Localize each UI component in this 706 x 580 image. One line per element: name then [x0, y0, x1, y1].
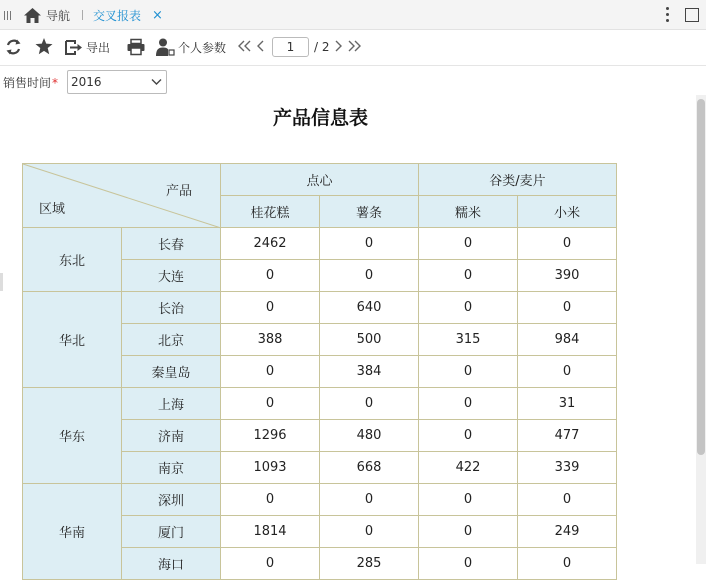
- corner-product-label: 产品: [166, 184, 193, 199]
- value-cell: 31: [518, 388, 617, 420]
- more-vertical-icon[interactable]: [665, 7, 669, 23]
- corner-region-label: 区域: [39, 202, 66, 217]
- value-cell: 0: [221, 356, 320, 388]
- page-total-label: / 2: [314, 40, 330, 54]
- value-cell: 0: [518, 228, 617, 260]
- page-total: [314, 40, 330, 54]
- value-cell: 0: [419, 228, 518, 260]
- value-cell: 249: [518, 516, 617, 548]
- product-header: 小米: [518, 196, 617, 228]
- value-cell: 390: [518, 260, 617, 292]
- value-cell: 339: [518, 452, 617, 484]
- favorite-button[interactable]: [35, 38, 53, 55]
- value-cell: 1296: [221, 420, 320, 452]
- city-cell: 深圳: [122, 484, 221, 516]
- grip-icon[interactable]: [4, 11, 12, 20]
- chevron-down-icon: [151, 78, 162, 86]
- city-cell: 秦皇岛: [122, 356, 221, 388]
- value-cell: 0: [419, 420, 518, 452]
- value-cell: 1093: [221, 452, 320, 484]
- value-cell: 388: [221, 324, 320, 356]
- value-cell: 0: [419, 516, 518, 548]
- value-cell: 285: [320, 548, 419, 580]
- region-cell: 华北: [23, 292, 122, 388]
- value-cell: 0: [419, 548, 518, 580]
- city-cell: 长春: [122, 228, 221, 260]
- star-icon: [35, 38, 53, 55]
- value-cell: 0: [320, 388, 419, 420]
- region-cell: 华东: [23, 388, 122, 484]
- table-row: [23, 292, 617, 324]
- value-cell: 0: [221, 292, 320, 324]
- value-cell: 422: [419, 452, 518, 484]
- cross-report-table: [22, 163, 617, 580]
- tab-bar: [0, 0, 706, 30]
- city-cell: 大连: [122, 260, 221, 292]
- city-cell: 海口: [122, 548, 221, 580]
- value-cell: 0: [320, 516, 419, 548]
- value-cell: 0: [419, 388, 518, 420]
- required-mark: *: [52, 76, 59, 90]
- city-cell: 上海: [122, 388, 221, 420]
- sale-time-text: 销售时间: [3, 76, 52, 90]
- region-cell: 华南: [23, 484, 122, 580]
- double-chevron-left-icon: [238, 40, 252, 52]
- tab-navigation[interactable]: [24, 6, 70, 24]
- city-cell: 济南: [122, 420, 221, 452]
- chevron-left-icon: [256, 40, 265, 52]
- product-header: 桂花糕: [221, 196, 320, 228]
- value-cell: 0: [320, 484, 419, 516]
- value-cell: 477: [518, 420, 617, 452]
- value-cell: 984: [518, 324, 617, 356]
- table-row: [23, 484, 617, 516]
- printer-icon: [127, 39, 145, 55]
- value-cell: 0: [320, 260, 419, 292]
- scrollbar-thumb[interactable]: [697, 99, 705, 455]
- city-cell: 长治: [122, 292, 221, 324]
- value-cell: 0: [518, 356, 617, 388]
- chevron-right-icon: [334, 40, 343, 52]
- prev-page-button[interactable]: [256, 40, 265, 52]
- value-cell: 500: [320, 324, 419, 356]
- value-cell: 480: [320, 420, 419, 452]
- sale-year-select[interactable]: [67, 70, 167, 94]
- table-row: [23, 228, 617, 260]
- user-settings-icon: [156, 38, 176, 56]
- city-cell: 南京: [122, 452, 221, 484]
- value-cell: 0: [419, 484, 518, 516]
- close-icon[interactable]: ×: [152, 7, 163, 23]
- city-cell: 厦门: [122, 516, 221, 548]
- value-cell: 315: [419, 324, 518, 356]
- group-header: 谷类/麦片: [419, 164, 617, 196]
- value-cell: 0: [221, 484, 320, 516]
- user-params-button[interactable]: [156, 38, 226, 56]
- value-cell: 0: [518, 292, 617, 324]
- print-button[interactable]: [127, 39, 145, 55]
- last-page-button[interactable]: [347, 40, 361, 52]
- header-row-groups: [23, 164, 617, 196]
- export-label: 导出: [86, 41, 111, 55]
- sale-time-label: [3, 74, 58, 91]
- tab-navigation-label: 导航: [46, 8, 71, 23]
- value-cell: 0: [221, 548, 320, 580]
- tab-cross-report[interactable]: [93, 6, 163, 24]
- group-header: 点心: [221, 164, 419, 196]
- value-cell: 0: [419, 260, 518, 292]
- value-cell: 1814: [221, 516, 320, 548]
- product-header: 薯条: [320, 196, 419, 228]
- value-cell: 0: [518, 484, 617, 516]
- product-header: 糯米: [419, 196, 518, 228]
- report-title: 产品信息表: [273, 107, 369, 129]
- corner-header: [23, 164, 221, 228]
- value-cell: 0: [320, 228, 419, 260]
- maximize-icon[interactable]: [685, 8, 699, 22]
- value-cell: 2462: [221, 228, 320, 260]
- refresh-icon: [6, 39, 21, 55]
- value-cell: 0: [518, 548, 617, 580]
- left-edge-handle: [0, 273, 3, 291]
- value-cell: 640: [320, 292, 419, 324]
- page-number-input[interactable]: 1: [272, 37, 309, 57]
- tab-divider: [82, 10, 83, 20]
- value-cell: 668: [320, 452, 419, 484]
- value-cell: 0: [221, 388, 320, 420]
- home-icon: [24, 8, 41, 23]
- region-cell: 东北: [23, 228, 122, 292]
- value-cell: 0: [221, 260, 320, 292]
- sale-year-value: 2016: [71, 75, 102, 89]
- table-row: [23, 388, 617, 420]
- first-page-button[interactable]: [238, 40, 252, 52]
- value-cell: 384: [320, 356, 419, 388]
- value-cell: 0: [419, 356, 518, 388]
- value-cell: 0: [419, 292, 518, 324]
- double-chevron-right-icon: [347, 40, 361, 52]
- export-button[interactable]: [65, 39, 110, 56]
- user-params-label: 个人参数: [178, 40, 227, 55]
- export-icon: [65, 40, 83, 55]
- tab-cross-report-label: 交叉报表: [93, 8, 142, 23]
- next-page-button[interactable]: [334, 40, 343, 52]
- city-cell: 北京: [122, 324, 221, 356]
- refresh-button[interactable]: [6, 39, 21, 55]
